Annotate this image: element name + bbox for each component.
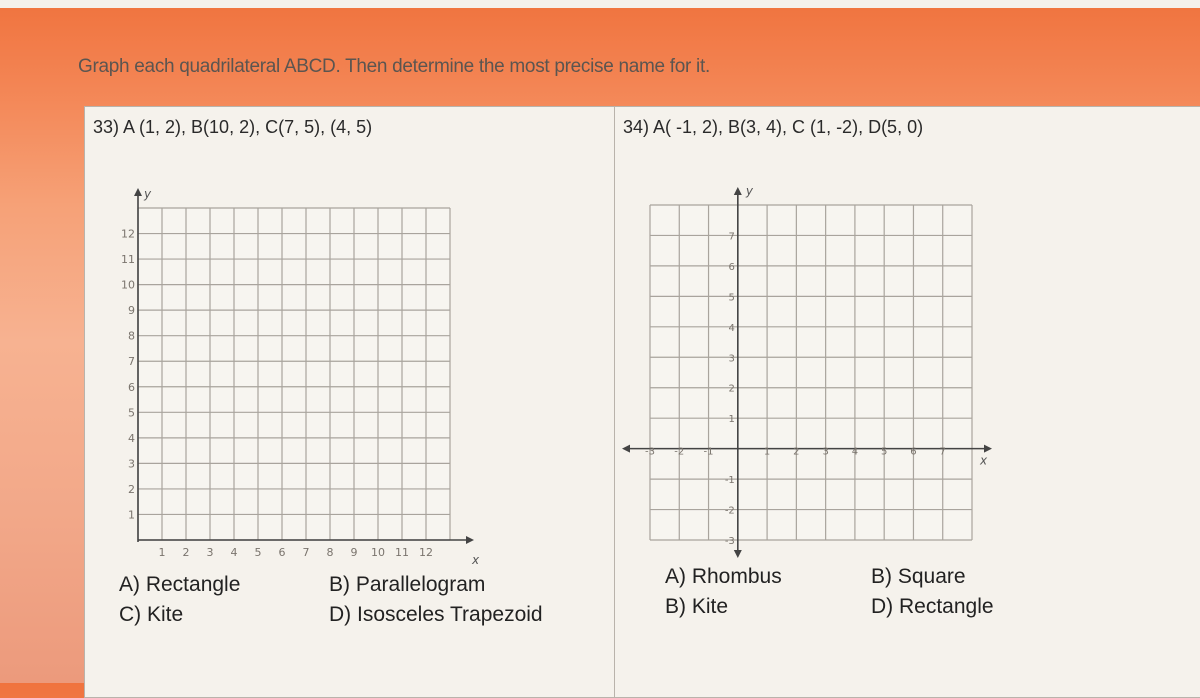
x-axis-arrow-right xyxy=(984,445,992,453)
y-tick-label: 1 xyxy=(728,414,735,426)
y-axis-label: y xyxy=(745,184,753,198)
problem-34-label: 34) A( -1, 2), B(3, 4), C (1, -2), D(5, 0) xyxy=(623,117,924,137)
problem-34-choice-b[interactable]: B) Square xyxy=(871,565,966,588)
y-tick-label: 1 xyxy=(128,508,135,522)
x-axis-label: x xyxy=(980,453,988,468)
x-tick-label: 4 xyxy=(230,546,238,559)
problem-34-choice-c[interactable]: B) Kite xyxy=(665,595,729,618)
y-tick-label: 2 xyxy=(128,482,135,496)
y-tick-label: 12 xyxy=(121,227,135,241)
x-tick-label: 2 xyxy=(182,546,190,559)
y-tick-label: 11 xyxy=(121,253,135,267)
x-tick-label: 1 xyxy=(763,446,771,458)
x-tick-label: 6 xyxy=(278,546,286,559)
y-tick-label: -1 xyxy=(724,475,735,487)
x-tick-label: 11 xyxy=(395,546,409,559)
y-tick-label: 5 xyxy=(128,406,135,420)
y-tick-label: 4 xyxy=(128,431,135,445)
problem-34-choice-a[interactable]: A) Rhombus xyxy=(665,565,782,588)
instructions-text: Graph each quadrilateral ABCD. Then determine the most precise name for it. xyxy=(78,56,710,77)
problem-33-choice-a[interactable]: A) Rectangle xyxy=(119,573,241,596)
y-tick-label: -2 xyxy=(724,505,735,517)
x-tick-label: 7 xyxy=(302,546,310,559)
x-tick-label: 2 xyxy=(793,446,800,458)
y-tick-label: 3 xyxy=(728,353,735,365)
y-tick-label: 10 xyxy=(121,278,135,292)
x-tick-label: 12 xyxy=(419,546,433,559)
x-tick-label: 5 xyxy=(254,546,262,559)
x-tick-label: 9 xyxy=(350,546,358,559)
y-tick-label: 6 xyxy=(728,261,735,273)
x-tick-label: 10 xyxy=(371,546,385,559)
x-axis-arrow-left xyxy=(622,445,630,453)
x-tick-label: 8 xyxy=(326,546,334,559)
x-axis-label: x xyxy=(472,553,480,567)
y-tick-label: 8 xyxy=(128,329,135,343)
problem-33-choice-d[interactable]: D) Isosceles Trapezoid xyxy=(329,603,543,626)
y-tick-label: 3 xyxy=(128,457,135,471)
y-tick-label: 7 xyxy=(128,355,135,369)
y-tick-label: 4 xyxy=(728,322,735,334)
x-tick-label: 3 xyxy=(206,546,214,559)
x-tick-label: 4 xyxy=(851,446,859,458)
x-tick-label: -3 xyxy=(645,446,655,458)
y-tick-label: 7 xyxy=(728,231,735,243)
y-axis-arrow-down xyxy=(734,550,742,558)
x-tick-label: 3 xyxy=(822,446,829,458)
y-tick-label: 5 xyxy=(728,292,735,304)
x-tick-label: -2 xyxy=(674,446,685,458)
y-tick-label: 6 xyxy=(128,380,135,394)
x-tick-label: 1 xyxy=(158,546,166,559)
y-axis-label: y xyxy=(144,187,152,201)
y-tick-label: 9 xyxy=(128,304,135,318)
x-tick-label: -1 xyxy=(703,446,714,458)
problem-34-choice-d[interactable]: D) Rectangle xyxy=(871,595,994,618)
grid-background xyxy=(650,205,972,540)
y-tick-label: 2 xyxy=(728,383,735,395)
x-tick-label: 7 xyxy=(939,446,946,458)
x-tick-label: 6 xyxy=(910,446,917,458)
x-tick-label: 5 xyxy=(880,446,888,458)
problem-33-label: 33) A (1, 2), B(10, 2), C(7, 5), (4, 5) xyxy=(93,117,373,137)
y-axis-arrow-up xyxy=(734,187,742,195)
problem-33-choice-c[interactable]: C) Kite xyxy=(119,603,184,626)
problem-33-choice-b[interactable]: B) Parallelogram xyxy=(329,573,486,596)
y-tick-label: -3 xyxy=(724,536,735,547)
